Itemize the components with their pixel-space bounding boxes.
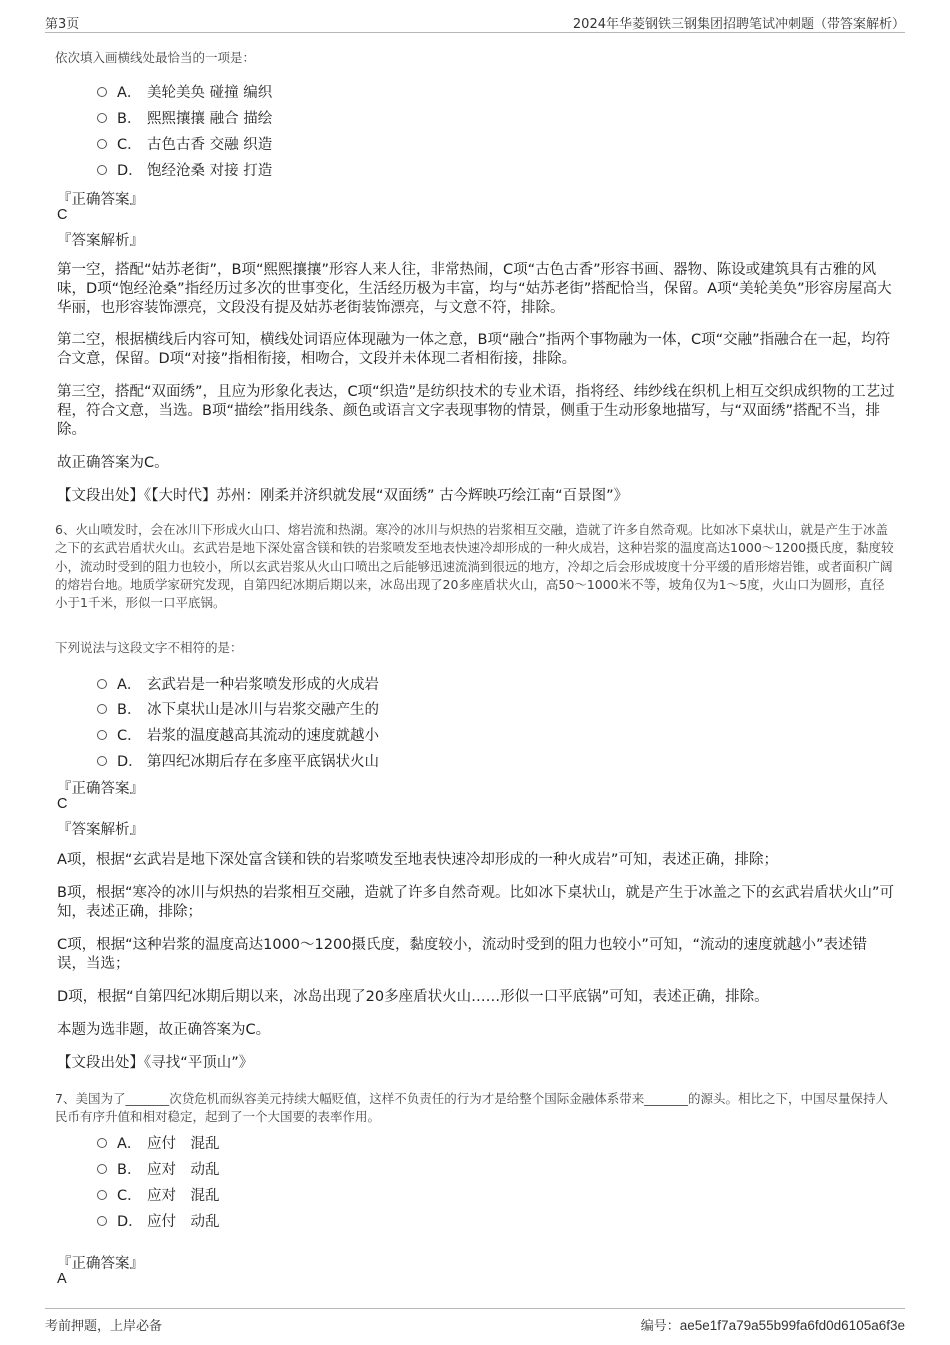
q7-answer: A (57, 1271, 67, 1287)
option-letter: C． (117, 137, 142, 153)
radio-icon[interactable] (97, 165, 107, 175)
q6-analysis-paragraph: A项，根据“玄武岩是地下深处富含镁和铁的岩浆喷发至地表快速冷却形成的一种火成岩”可知，表述正确，排除； (57, 852, 778, 868)
q6-analysis-paragraph: B项，根据“寒冷的冰川与炽热的岩浆相互交融，造就了许多自然奇观。比如冰下桌状山，就是产生于冰盖之下的玄武岩盾状火山”可知，表述正确，排除； (57, 885, 894, 920)
option-text: 饱经沧桑 对接 打造 (147, 163, 273, 179)
option-text: 第四纪冰期后存在多座平底锅状火山 (147, 754, 379, 770)
option-text: 熙熙攘攘 融合 描绘 (147, 111, 273, 127)
q6-option-b[interactable] (97, 698, 379, 719)
document-id-label: 编号： (640, 1319, 680, 1334)
option-text: 美轮美奂 碰撞 编织 (147, 85, 273, 101)
option-text: 应付 动乱 (147, 1214, 220, 1230)
option-letter: D． (117, 754, 143, 770)
option-text: 古色古香 交融 织造 (147, 137, 273, 153)
q6-option-a[interactable] (97, 673, 379, 694)
option-text: 应对 动乱 (147, 1162, 220, 1178)
page-header (45, 10, 905, 33)
radio-icon[interactable] (97, 1216, 107, 1226)
q6-analysis-conclusion: 本题为选非题，故正确答案为C。 (57, 1022, 271, 1038)
radio-icon[interactable] (97, 730, 107, 740)
q5-option-b[interactable] (97, 107, 272, 128)
option-letter: A． (117, 85, 142, 101)
radio-icon[interactable] (97, 87, 107, 97)
option-text: 应对 混乱 (147, 1188, 220, 1204)
footer-slogan: 考前押题，上岸必备 (45, 1319, 163, 1334)
option-text: 岩浆的温度越高其流动的速度就越小 (147, 728, 379, 744)
q6-option-d[interactable] (97, 750, 379, 771)
q5-answer-label: 『正确答案』 (57, 192, 144, 208)
q5-option-c[interactable] (97, 133, 272, 154)
option-text: 玄武岩是一种岩浆喷发形成的火成岩 (147, 677, 379, 693)
option-letter: D． (117, 163, 143, 179)
q6-prompt: 下列说法与这段文字不相符的是： (55, 640, 243, 655)
q6-option-c[interactable] (97, 724, 379, 745)
q5-option-a[interactable] (97, 81, 272, 102)
document-title: 2024年华菱钢铁三钢集团招聘笔试冲刺题（带答案解析） (572, 17, 905, 32)
q5-analysis-paragraph: 第三空，搭配“双面绣”，且应为形象化表达，C项“织造”是纺织技术的专业术语，指将经、纬纱线在织机上相互交织成织物的工艺过程，符合文意，当选。B项“描绘”指用线条、颜色或语言文字表现事物的情景，侧重于生动形象地描写，与“双面绣”搭配不当，排除。 (57, 384, 895, 438)
option-letter: C． (117, 1188, 142, 1204)
option-letter: C． (117, 728, 142, 744)
q5-option-d[interactable] (97, 159, 272, 180)
option-letter: D． (117, 1214, 143, 1230)
q6-answer-label: 『正确答案』 (57, 781, 144, 797)
document-id (641, 1315, 905, 1334)
q6-analysis-paragraph: C项，根据“这种岩浆的温度高达1000～1200摄氏度，黏度较小，流动时受到的阻力也较小”可知，“流动的速度就越小”表述错误，当选； (57, 937, 867, 972)
q7-option-c[interactable] (97, 1184, 220, 1205)
q7-option-a[interactable] (97, 1132, 220, 1153)
q5-source: 【文段出处】《【大时代】苏州：刚柔并济织就发展“双面绣” 古今辉映巧绘江南“百景图”》 (57, 488, 629, 504)
q5-analysis-label: 『答案解析』 (57, 233, 144, 249)
radio-icon[interactable] (97, 113, 107, 123)
q7-option-d[interactable] (97, 1210, 220, 1231)
radio-icon[interactable] (97, 1164, 107, 1174)
q6-passage: 6、火山喷发时，会在冰川下形成火山口、熔岩流和热湖。寒冷的冰川与炽热的岩浆相互交融，造就了许多自然奇观。比如冰下桌状山，就是产生于冰盖之下的玄武岩盾状火山。玄武岩是地下深处富含镁和铁的岩浆喷发至地表快速冷却形成的一种火成岩，这种岩浆的温度高达1000～1200摄氏度，黏度较小，流动时受到的阻力也较小，所以玄武岩浆从火山口喷出之后能够迅速流淌到很远的地方，冷却之后会形成坡度十分平缓的盾形熔岩锥，或者面积广阔的熔岩台地。地质学家研究发现，自第四纪冰期后期以来，冰岛出现了20多座盾状火山，高50～1000米不等，坡角仅为1～5度，火山口为圆形，直径小于1千米，形似一口平底锅。 (55, 522, 894, 611)
radio-icon[interactable] (97, 679, 107, 689)
q5-answer: C (57, 207, 68, 223)
option-text: 应付 混乱 (147, 1136, 220, 1152)
option-letter: B． (117, 1162, 142, 1178)
option-letter: A． (117, 1136, 142, 1152)
page-number: 第3页 (45, 17, 80, 32)
q6-analysis-paragraph: D项，根据“自第四纪冰期后期以来，冰岛出现了20多座盾状火山……形似一口平底锅”可知，表述正确，排除。 (57, 989, 769, 1005)
q5-prompt: 依次填入画横线处最恰当的一项是： (55, 50, 256, 65)
option-letter: B． (117, 702, 142, 718)
document-id-value: ae5e1f7a79a55b99fa6fd0d6105a6f3e (679, 1318, 905, 1333)
q6-answer: C (57, 796, 68, 812)
radio-icon[interactable] (97, 1138, 107, 1148)
q7-answer-label: 『正确答案』 (57, 1256, 144, 1272)
option-text: 冰下桌状山是冰川与岩浆交融产生的 (147, 702, 379, 718)
q6-analysis-label: 『答案解析』 (57, 822, 144, 838)
radio-icon[interactable] (97, 704, 107, 714)
radio-icon[interactable] (97, 139, 107, 149)
q7-passage: 7、美国为了_______次贷危机而纵容美元持续大幅贬值，这样不负责任的行为才是给整个国际金融体系带来_______的源头。相比之下，中国尽量保持人民币有序升值和相对稳定，起到了一个大国要的表率作用。 (55, 1091, 888, 1125)
radio-icon[interactable] (97, 1190, 107, 1200)
q6-source: 【文段出处】《寻找“平顶山”》 (57, 1055, 254, 1071)
q5-analysis-conclusion: 故正确答案为C。 (57, 455, 169, 471)
option-letter: B． (117, 111, 142, 127)
option-letter: A． (117, 677, 142, 693)
q5-analysis-paragraph: 第二空，根据横线后内容可知，横线处词语应体现融为一体之意，B项“融合”指两个事物融为一体，C项“交融”指融合在一起，均符合文意，保留。D项“对接”指相衔接，相吻合，文段并未体现二者相衔接，排除。 (57, 332, 891, 367)
radio-icon[interactable] (97, 756, 107, 766)
q5-analysis-paragraph: 第一空，搭配“姑苏老街”，B项“熙熙攘攘”形容人来人往，非常热闹，C项“古色古香”形容书画、器物、陈设或建筑具有古雅的风味，D项“饱经沧桑”指经历过多次的世事变化，生活经历极为丰富，均与“姑苏老街”搭配恰当，保留。A项“美轮美奂”形容房屋高大华丽，也形容装饰漂亮，文段没有提及姑苏老街装饰漂亮，与文意不符，排除。 (57, 262, 892, 316)
q7-option-b[interactable] (97, 1158, 220, 1179)
page-footer (45, 1308, 905, 1333)
